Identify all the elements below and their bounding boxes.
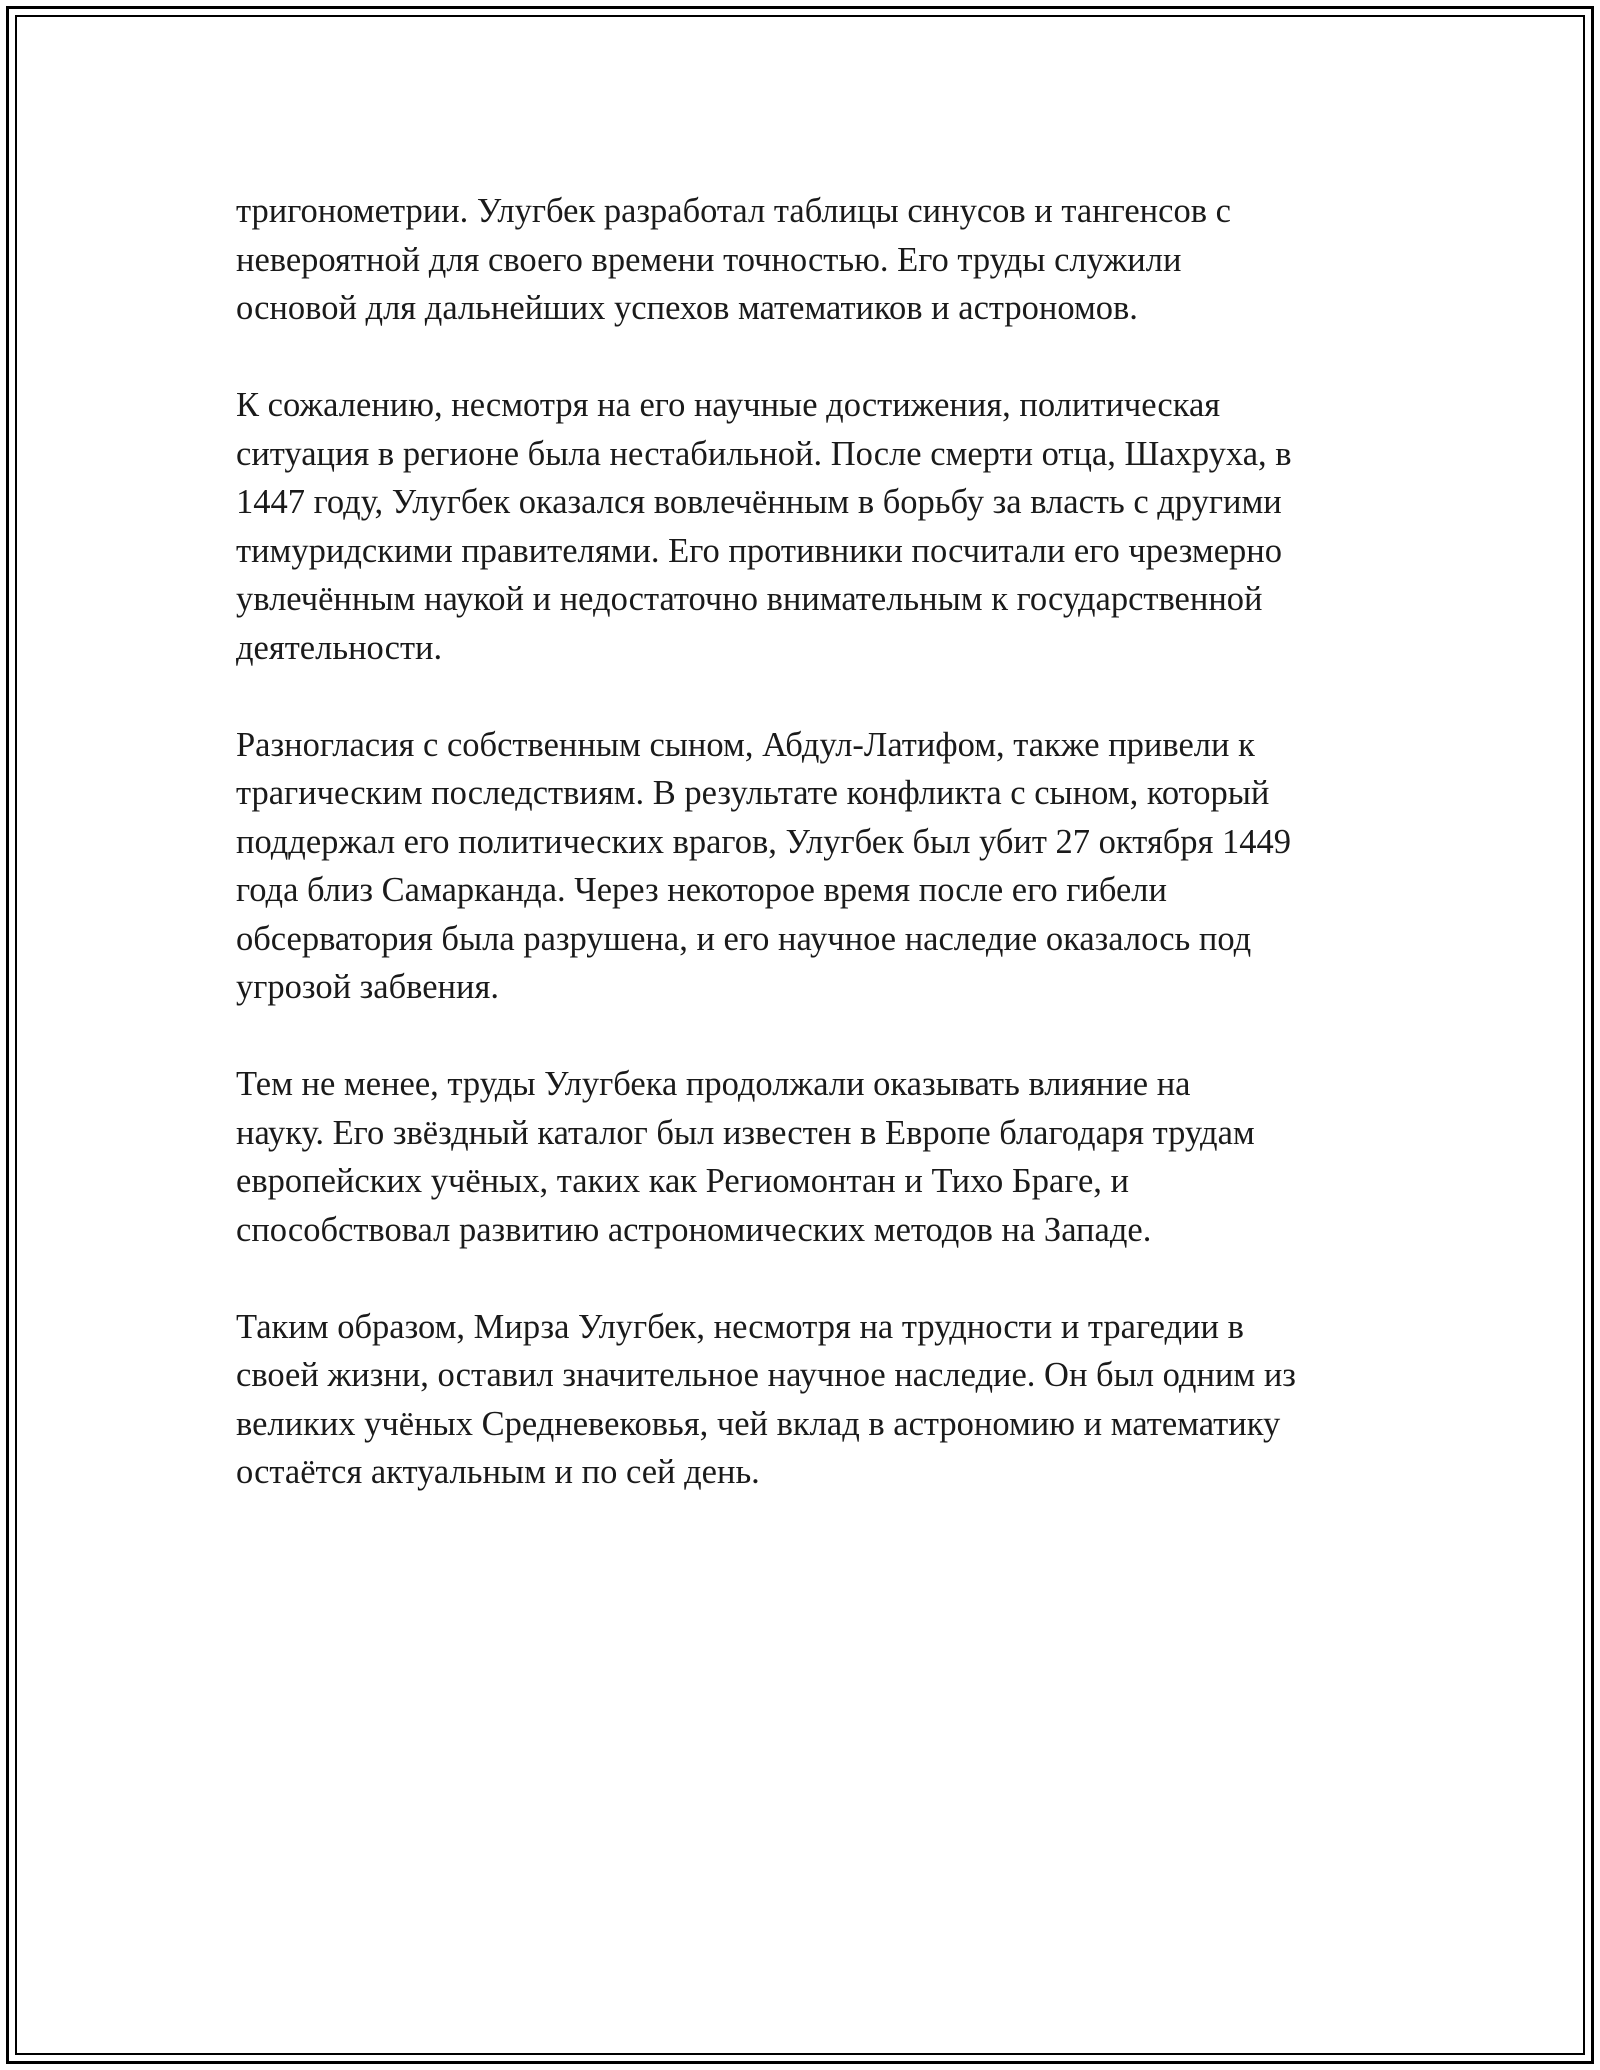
text-line: своей жизни, оставил значительное научное наследие. Он был одним из — [236, 1356, 1296, 1394]
text-line: 1447 году, Улугбек оказался вовлечённым в борьбу за власть с другими — [236, 483, 1282, 521]
text-line: европейских учёных, таких как Региомонтан и Тихо Браге, и — [236, 1162, 1130, 1200]
text-line: трагическим последствиям. В результате конфликта с сыном, который — [236, 774, 1270, 812]
text-line: великих учёных Средневековья, чей вклад в астрономию и математику — [236, 1404, 1281, 1443]
paragraph-2 — [236, 381, 1386, 672]
text-line: невероятной для своего времени точностью. Его труды служили — [236, 240, 1182, 279]
text-line: угрозой забвения. — [236, 968, 499, 1006]
text-line: увлечённым наукой и недостаточно внимательным к государственной — [236, 580, 1263, 618]
paragraph-1 — [236, 187, 1386, 333]
text-line: основой для дальнейших успехов математиков и астрономов. — [236, 289, 1138, 327]
text-line: науку. Его звёздный каталог был известен в Европе благодаря трудам — [236, 1113, 1255, 1152]
text-line: способствовал развитию астрономических методов на Западе. — [236, 1210, 1152, 1249]
text-line: деятельности. — [236, 628, 443, 667]
text-line: К сожалению, несмотря на его научные достижения, политическая — [236, 386, 1221, 424]
text-line: ситуация в регионе была нестабильной. После смерти отца, Шахруха, в — [236, 434, 1292, 473]
text-line: поддержал его политических врагов, Улугбек был убит 27 октября 1449 — [236, 822, 1292, 861]
text-line: тригонометрии. Улугбек разработал таблицы синусов и тангенсов с — [236, 192, 1231, 230]
text-line: Тем не менее, труды Улугбека продолжали оказывать влияние на — [236, 1065, 1191, 1103]
document-body — [236, 187, 1386, 1545]
paragraph-4 — [236, 1060, 1386, 1254]
text-line: Разногласия с собственным сыном, Абдул-Латифом, также привели к — [236, 725, 1255, 764]
text-line: обсерватория была разрушена, и его научное наследие оказалось под — [236, 919, 1252, 958]
paragraph-3 — [236, 721, 1386, 1012]
paragraph-5 — [236, 1303, 1386, 1497]
text-line: остаётся актуальным и по сей день. — [236, 1453, 760, 1491]
text-line: года близ Самарканда. Через некоторое время после его гибели — [236, 871, 1167, 909]
text-line: Таким образом, Мирза Улугбек, несмотря на трудности и трагедии в — [236, 1307, 1244, 1346]
text-line: тимуридскими правителями. Его противники посчитали его чрезмерно — [236, 531, 1282, 570]
